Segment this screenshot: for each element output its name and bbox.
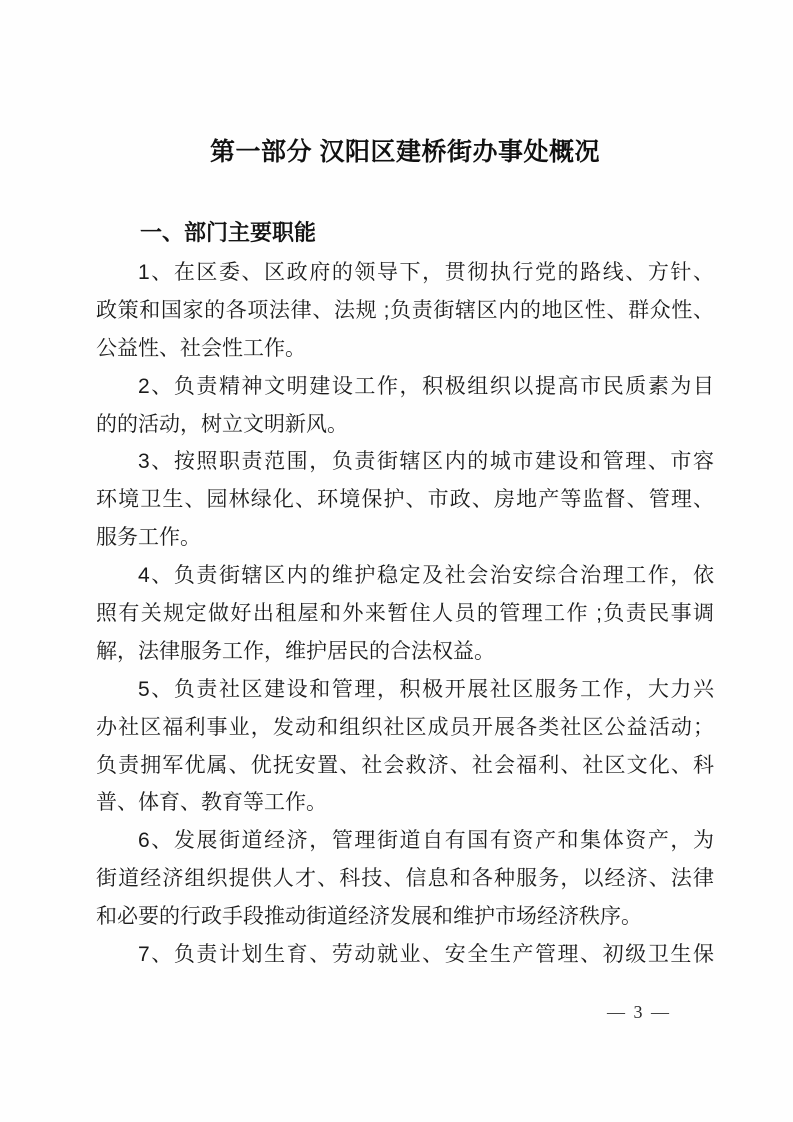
paragraph-line: 街道经济组织提供人才、科技、信息和各种服务，以经济、法律 xyxy=(96,867,714,891)
paragraph-line: 2、负责精神文明建设工作，积极组织以提高市民质素为目 xyxy=(138,374,714,398)
section-heading: 一、部门主要职能 xyxy=(140,220,317,245)
paragraph-line: 环境卫生、园林绿化、环境保护、市政、房地产等监督、管理、 xyxy=(96,488,714,512)
paragraph-6 xyxy=(96,822,714,936)
paragraph-line: 公益性、社会性工作。 xyxy=(96,336,306,360)
paragraph-line: 的的活动，树立文明新风。 xyxy=(96,412,348,436)
paragraph-1 xyxy=(96,254,714,368)
paragraph-5 xyxy=(96,671,714,823)
paragraph-4 xyxy=(96,557,714,671)
paragraph-line: 普、体育、教育等工作。 xyxy=(96,791,327,815)
paragraph-line: 解，法律服务工作，维护居民的合法权益。 xyxy=(96,639,495,663)
paragraph-line: 办社区福利事业，发动和组织社区成员开展各类社区公益活动； xyxy=(96,715,714,739)
paragraph-2 xyxy=(96,368,714,444)
paragraph-line: 照有关规定做好出租屋和外来暂住人员的管理工作 ;负责民事调 xyxy=(96,602,714,626)
paragraph-line: 4、负责街辖区内的维护稳定及社会治安综合治理工作，依 xyxy=(138,564,714,588)
paragraph-line: 政策和国家的各项法律、法规 ;负责街辖区内的地区性、群众性、 xyxy=(96,298,714,322)
document-body xyxy=(96,254,714,974)
paragraph-3 xyxy=(96,443,714,557)
paragraph-line: 5、负责社区建设和管理，积极开展社区服务工作，大力兴 xyxy=(138,677,714,701)
paragraph-line: 1、在区委、区政府的领导下，贯彻执行党的路线、方针、 xyxy=(138,261,714,284)
paragraph-line: 服务工作。 xyxy=(96,526,201,550)
paragraph-line: 和必要的行政手段推动街道经济发展和维护市场经济秩序。 xyxy=(96,905,642,929)
document-title: 第一部分 汉阳区建桥街办事处概况 xyxy=(210,138,600,166)
paragraph-7 xyxy=(96,936,714,974)
paragraph-line: 6、发展街道经济，管理街道自有国有资产和集体资产，为 xyxy=(138,829,714,853)
paragraph-line: 7、负责计划生育、劳动就业、安全生产管理、初级卫生保 xyxy=(138,943,714,967)
paragraph-line: 3、按照职责范围，负责街辖区内的城市建设和管理、市容 xyxy=(138,450,714,474)
page-number: — 3 — xyxy=(607,1002,671,1022)
paragraph-line: 负责拥军优属、优抚安置、社会救济、社会福利、社区文化、科 xyxy=(96,753,714,777)
